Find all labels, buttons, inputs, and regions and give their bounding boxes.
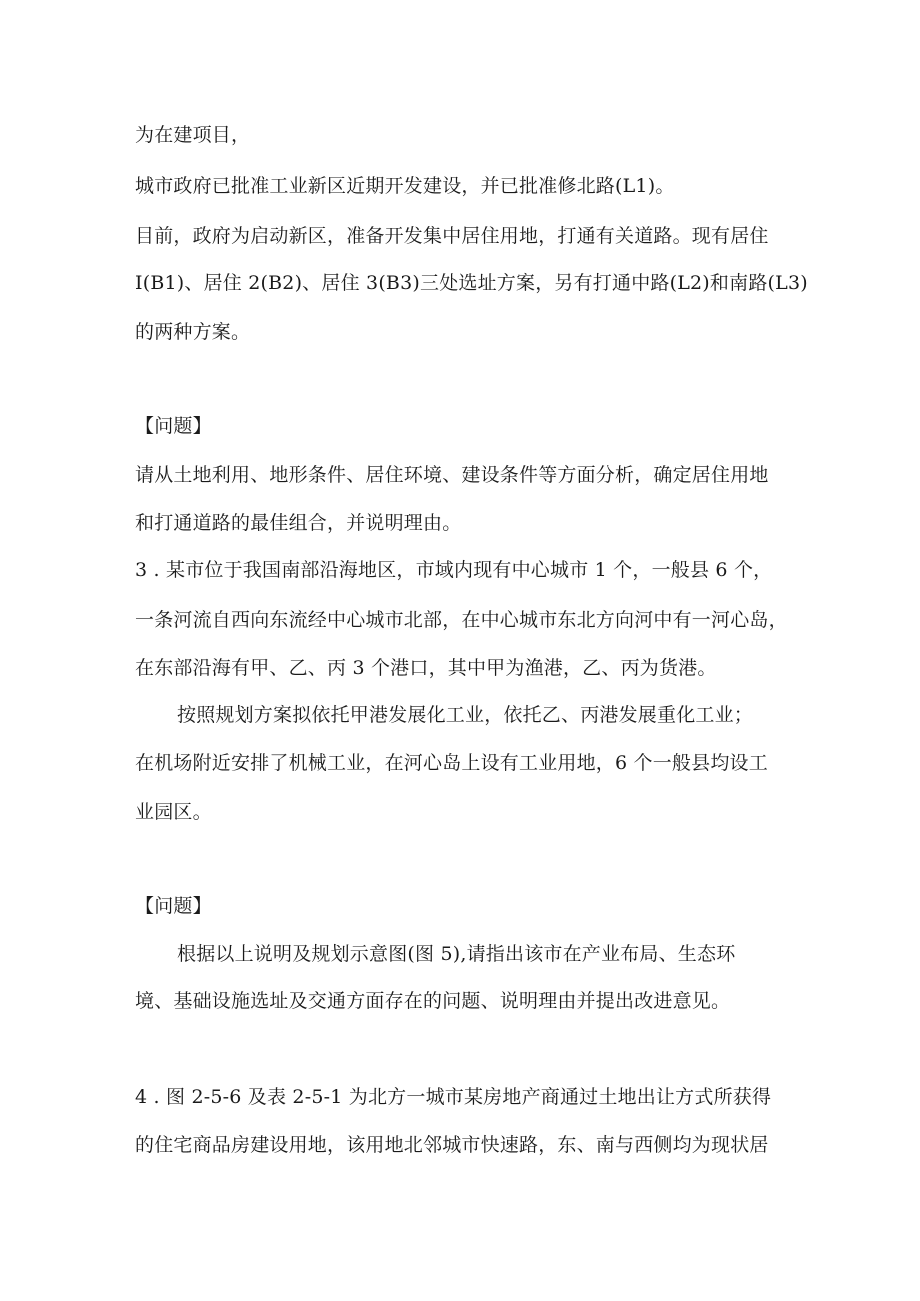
text-line: 和打通道路的最佳组合，并说明理由。 xyxy=(135,512,462,534)
text-line: 的住宅商品房建设用地，该用地北邻城市快速路，东、南与西侧均为现状居 xyxy=(135,1134,769,1156)
question-item-4: 4 . 图 2-5-6 及表 2-5-1 为北方一城市某房地产商通过土地出让方式所获得 xyxy=(135,1086,772,1108)
text-line: 目前，政府为启动新区，准备开发集中居住用地，打通有关道路。现有居住 xyxy=(135,225,769,247)
section-heading: 【问题】 xyxy=(135,895,212,917)
text-line: 业园区。 xyxy=(135,801,212,823)
text-line: 城市政府已批准工业新区近期开发建设，并已批准修北路(L1)。 xyxy=(135,175,675,197)
text-line: 按照规划方案拟依托甲港发展化工业，依托乙、丙港发展重化工业； xyxy=(177,704,754,726)
text-line: 在机场附近安排了机械工业，在河心岛上设有工业用地，6 个一般县均设工 xyxy=(135,752,768,774)
text-line: 的两种方案。 xyxy=(135,321,251,343)
text-line: 境、基础设施选址及交通方面存在的问题、说明理由并提出改进意见。 xyxy=(135,990,731,1012)
section-heading: 【问题】 xyxy=(135,415,212,437)
text-line: I(B1)、居住 2(B2)、居住 3(B3)三处选址方案，另有打通中路(L2)和南路(L3) xyxy=(135,272,808,294)
text-line: 为在建项目， xyxy=(135,124,251,146)
text-line: 一条河流自西向东流经中心城市北部，在中心城市东北方向河中有一河心岛， xyxy=(135,609,788,631)
text-line: 在东部沿海有甲、乙、丙 3 个港口，其中甲为渔港，乙、丙为货港。 xyxy=(135,657,717,679)
text-line: 请从土地利用、地形条件、居住环境、建设条件等方面分析，确定居住用地 xyxy=(135,464,769,486)
question-item-3: 3 . 某市位于我国南部沿海地区，市域内现有中心城市 1 个，一般县 6 个， xyxy=(135,559,773,581)
text-line: 根据以上说明及规划示意图(图 5),请指出该市在产业布局、生态环 xyxy=(177,943,736,965)
